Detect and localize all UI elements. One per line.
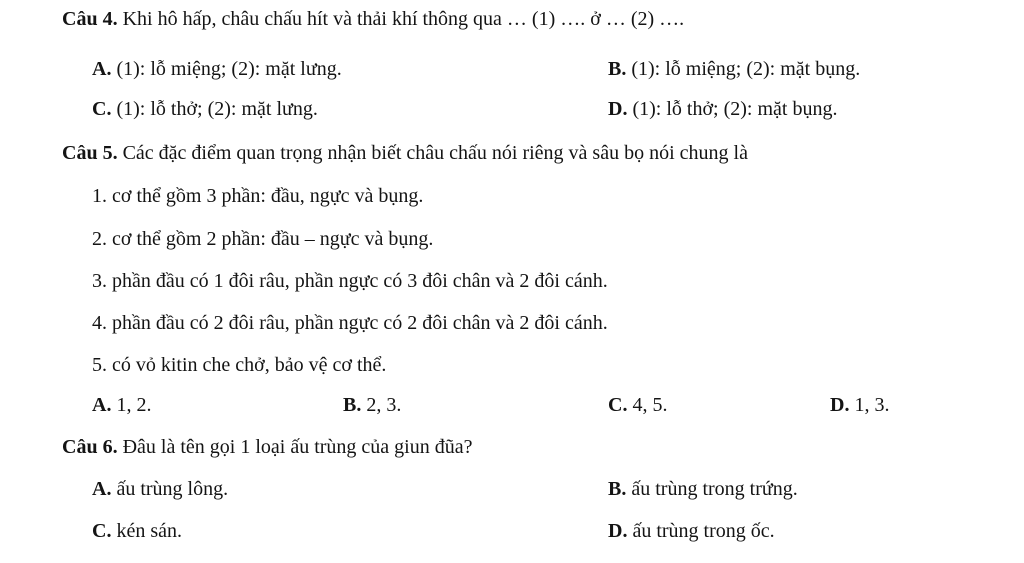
question-5-statement-5: 5. có vỏ kitin che chở, bảo vệ cơ thể. — [92, 354, 387, 376]
option-letter: D. — [608, 520, 628, 542]
question-6-option-b — [608, 476, 798, 502]
question-5-statement-3: 3. phần đầu có 1 đôi râu, phần ngực có 3 đôi chân và 2 đôi cánh. — [92, 270, 608, 292]
question-5 — [62, 140, 748, 166]
option-text: ấu trùng lông. — [116, 478, 229, 500]
option-letter: C. — [92, 98, 112, 120]
question-6-option-c — [92, 518, 182, 544]
question-4-option-b — [608, 56, 860, 82]
option-text: 1, 3. — [854, 394, 890, 416]
option-letter: A. — [92, 478, 112, 500]
option-letter: C. — [92, 520, 112, 542]
option-text: (1): lỗ thở; (2): mặt bụng. — [632, 98, 838, 120]
question-6-text: Đâu là tên gọi 1 loại ấu trùng của giun đũa? — [122, 436, 473, 458]
question-4-number: Câu 4. — [62, 8, 118, 30]
question-4-option-d — [608, 96, 837, 122]
question-6 — [62, 434, 472, 460]
question-4-option-c — [92, 96, 318, 122]
question-5-number: Câu 5. — [62, 142, 118, 164]
option-text: kén sán. — [116, 520, 182, 542]
question-5-statement-1: 1. cơ thể gồm 3 phần: đầu, ngực và bụng. — [92, 185, 424, 207]
option-letter: A. — [92, 394, 112, 416]
question-6-option-a — [92, 476, 228, 502]
option-letter: B. — [608, 58, 627, 80]
option-letter: B. — [343, 394, 362, 416]
question-5-option-a — [92, 392, 151, 418]
option-text: (1): lỗ miệng; (2): mặt bụng. — [631, 58, 861, 80]
question-5-text: Các đặc điểm quan trọng nhận biết châu chấu nói riêng và sâu bọ nói chung là — [122, 142, 748, 164]
question-5-option-d — [830, 392, 889, 418]
option-text: 1, 2. — [116, 394, 152, 416]
question-5-statement-4: 4. phần đầu có 2 đôi râu, phần ngực có 2 đôi chân và 2 đôi cánh. — [92, 312, 608, 334]
option-letter: D. — [830, 394, 850, 416]
option-text: ấu trùng trong trứng. — [631, 478, 798, 500]
option-text: ấu trùng trong ốc. — [632, 520, 775, 542]
question-5-statement-2: 2. cơ thể gồm 2 phần: đầu – ngực và bụng. — [92, 228, 434, 250]
option-text: (1): lỗ thở; (2): mặt lưng. — [116, 98, 318, 120]
question-4-text: Khi hô hấp, châu chấu hít và thải khí thông qua … (1) …. ở … (2) …. — [122, 8, 685, 30]
option-letter: C. — [608, 394, 628, 416]
option-letter: A. — [92, 58, 112, 80]
option-text: (1): lỗ miệng; (2): mặt lưng. — [116, 58, 342, 80]
option-text: 2, 3. — [366, 394, 402, 416]
question-5-option-b — [343, 392, 401, 418]
question-6-number: Câu 6. — [62, 436, 118, 458]
question-6-option-d — [608, 518, 775, 544]
question-5-option-c — [608, 392, 667, 418]
option-letter: B. — [608, 478, 627, 500]
question-4-option-a — [92, 56, 342, 82]
option-text: 4, 5. — [632, 394, 668, 416]
question-4 — [62, 6, 684, 32]
option-letter: D. — [608, 98, 628, 120]
